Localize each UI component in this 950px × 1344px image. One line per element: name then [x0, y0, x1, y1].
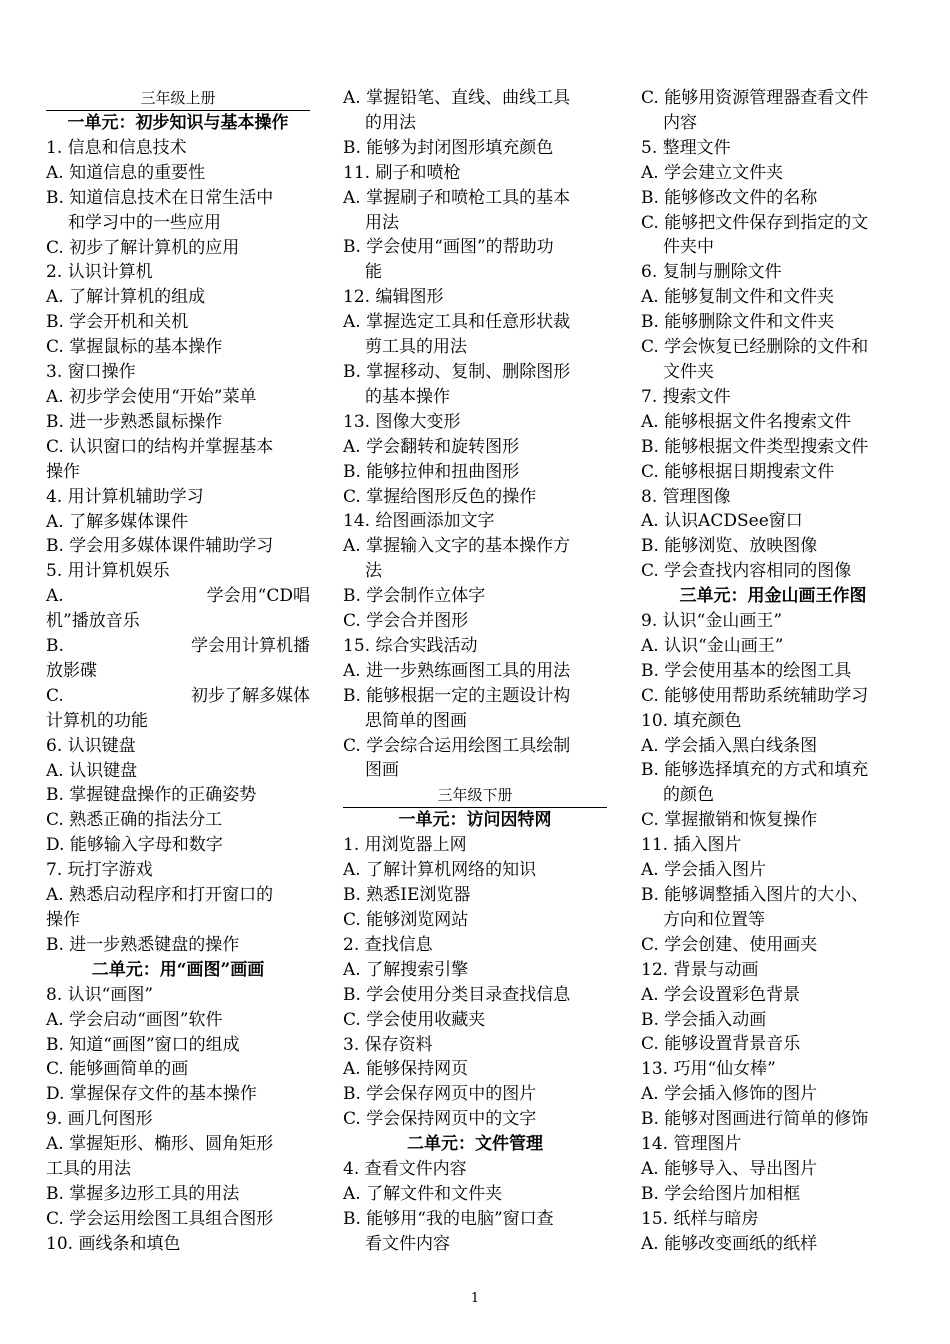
outline-line [46, 684, 310, 709]
outline-line: A. 能够保持网页 [343, 1059, 469, 1080]
outline-line: A. 初步学会使用“开始”菜单 [46, 386, 257, 407]
outline-line: B. 学会给图片加相框 [641, 1183, 801, 1204]
outline-line: 2. 认识计算机 [46, 262, 153, 283]
outline-line: 放影碟 [46, 660, 97, 681]
unit-heading: 一单元：访问因特网 [398, 810, 552, 831]
outline-line: B. 能够选择填充的方式和填充 [641, 760, 869, 781]
outline-line: A. 了解搜索引擎 [343, 959, 469, 980]
unit-heading: 二单元：文件管理 [407, 1134, 543, 1155]
outline-line: 7. 搜索文件 [641, 386, 731, 407]
outline-line: B. 学会用多媒体课件辅助学习 [46, 536, 274, 557]
outline-line: C. 能够用资源管理器查看文件 [641, 88, 869, 108]
outline-line: 14. 给图画添加文字 [343, 511, 495, 532]
outline-line: B. 能够浏览、放映图像 [641, 536, 818, 557]
outline-line: 12. 背景与动画 [641, 959, 759, 980]
outline-line: 工具的用法 [46, 1159, 131, 1180]
outline-line: 用法 [365, 212, 399, 233]
outline-line: 13. 图像大变形 [343, 411, 461, 432]
outline-line: C. 掌握给图形反色的操作 [343, 486, 537, 507]
outline-line: B. 学会制作立体字 [343, 586, 486, 607]
outline-line: C. 学会合并图形 [343, 611, 469, 632]
outline-line: B. 熟悉IE浏览器 [343, 885, 471, 906]
outline-line: 9. 画几何图形 [46, 1109, 153, 1130]
outline-line: A. 知道信息的重要性 [46, 162, 206, 183]
outline-line: A. 学会建立文件夹 [641, 162, 784, 183]
outline-line: 11. 刷子和喷枪 [343, 162, 461, 183]
outline-line: A. 学会翻转和旋转图形 [343, 436, 520, 457]
outline-line: C. 掌握撤销和恢复操作 [641, 810, 818, 831]
item-text: 学会用计算机播 [191, 636, 310, 657]
outline-line: 图画 [365, 760, 399, 781]
outline-line: B. 能够根据一定的主题设计构 [343, 685, 571, 706]
item-letter: B. [46, 636, 64, 657]
outline-line: 7. 玩打字游戏 [46, 860, 153, 881]
outline-line: 8. 认识“画图” [46, 984, 154, 1005]
outline-line: A. 了解文件和文件夹 [343, 1183, 503, 1204]
outline-line: B. 学会使用“画图”的帮助功 [343, 237, 554, 258]
outline-line: 10. 画线条和填色 [46, 1233, 181, 1254]
outline-line: B. 学会插入动画 [641, 1009, 767, 1030]
item-text: 学会用“CD唱 [206, 586, 310, 607]
outline-line: 的用法 [365, 112, 416, 133]
outline-line: 1. 信息和信息技术 [46, 137, 187, 158]
outline-line: 内容 [663, 112, 697, 133]
outline-line: A. 掌握刷子和喷枪工具的基本 [343, 187, 571, 208]
outline-line: A. 学会插入修饰的图片 [641, 1084, 818, 1105]
outline-line: 方向和位置等 [663, 909, 765, 930]
outline-line: 的颜色 [663, 785, 714, 806]
outline-line: A. 能够导入、导出图片 [641, 1158, 818, 1179]
outline-line: B. 学会使用分类目录查找信息 [343, 984, 571, 1005]
outline-line: B. 能够对图画进行简单的修饰 [641, 1109, 869, 1130]
page-number: 1 [470, 1291, 480, 1306]
outline-line: 件夹中 [663, 237, 714, 258]
outline-line: D. 掌握保存文件的基本操作 [46, 1084, 257, 1105]
outline-line: 12. 编辑图形 [343, 287, 444, 308]
unit-heading: 一单元：初步知识与基本操作 [67, 113, 289, 133]
outline-line: 和学习中的一些应用 [68, 212, 221, 233]
outline-line: 4. 用计算机辅助学习 [46, 486, 204, 507]
outline-line: A. 掌握矩形、椭形、圆角矩形 [46, 1134, 274, 1155]
outline-line: B. 进一步熟悉键盘的操作 [46, 934, 240, 955]
outline-line: 操作 [46, 910, 80, 930]
outline-line: A. 掌握输入文字的基本操作方 [343, 536, 571, 557]
grade-heading: 三年级上册 [46, 86, 310, 111]
outline-line: C. 熟悉正确的指法分工 [46, 810, 223, 831]
outline-line: B. 学会开机和关机 [46, 312, 189, 333]
outline-line: 机”播放音乐 [46, 611, 140, 632]
outline-line: C. 能够把文件保存到指定的文 [641, 212, 869, 233]
outline-line: 13. 巧用“仙女棒” [641, 1059, 776, 1080]
outline-line: 5. 用计算机娱乐 [46, 561, 170, 582]
outline-line: C. 能够浏览网站 [343, 910, 469, 930]
outline-line: 3. 窗口操作 [46, 362, 136, 383]
outline-line: C. 掌握鼠标的基本操作 [46, 337, 223, 358]
outline-line: 3. 保存资料 [343, 1034, 433, 1055]
outline-line: A. 认识“金山画王” [641, 635, 784, 656]
outline-line: 4. 查看文件内容 [343, 1159, 467, 1180]
outline-line: A. 能够改变画纸的纸样 [641, 1233, 818, 1254]
outline-line: 14. 管理图片 [641, 1134, 742, 1155]
outline-line: B. 能够拉伸和扭曲图形 [343, 461, 520, 482]
outline-line: B. 能够根据文件类型搜索文件 [641, 436, 869, 457]
outline-line: B. 能够用“我的电脑”窗口查 [343, 1208, 554, 1229]
outline-line: B. 学会保存网页中的图片 [343, 1084, 537, 1105]
column-2 [343, 86, 607, 1257]
item-letter: A. [46, 586, 64, 607]
outline-line: C. 初步了解计算机的应用 [46, 237, 240, 258]
outline-line: B. 能够修改文件的名称 [641, 187, 818, 208]
outline-line: 8. 管理图像 [641, 486, 731, 507]
outline-line: C. 学会综合运用绘图工具绘制 [343, 735, 571, 756]
outline-line: A. 学会启动“画图”软件 [46, 1009, 223, 1030]
outline-line: 11. 插入图片 [641, 835, 742, 856]
outline-line: B. 掌握键盘操作的正确姿势 [46, 785, 257, 806]
outline-line: 6. 认识键盘 [46, 735, 136, 756]
outline-line: 计算机的功能 [46, 710, 148, 731]
outline-line: C. 认识窗口的结构并掌握基本 [46, 436, 274, 457]
outline-line: A. 学会插入黑白线条图 [641, 735, 818, 756]
outline-line: 剪工具的用法 [365, 337, 467, 358]
outline-line: C. 学会创建、使用画夹 [641, 934, 818, 955]
unit-heading: 三单元：用金山画王作图 [679, 586, 867, 607]
outline-line: C. 学会使用收藏夹 [343, 1009, 486, 1030]
outline-line: C. 学会保持网页中的文字 [343, 1109, 537, 1130]
outline-line: B. 进一步熟悉鼠标操作 [46, 411, 223, 432]
outline-line: C. 能够根据日期搜索文件 [641, 461, 835, 482]
outline-line: 操作 [46, 461, 80, 482]
outline-line: C. 学会运用绘图工具组合图形 [46, 1208, 274, 1229]
outline-line: C. 能够画简单的画 [46, 1059, 189, 1080]
outline-line: 能 [365, 262, 382, 283]
outline-line: 1. 用浏览器上网 [343, 835, 467, 856]
outline-line: A. 了解计算机的组成 [46, 287, 206, 308]
item-text: 初步了解多媒体 [191, 685, 310, 706]
outline-line: B. 能够删除文件和文件夹 [641, 312, 835, 333]
outline-line: A. 进一步熟练画图工具的用法 [343, 660, 571, 681]
outline-line: B. 能够调整插入图片的大小、 [641, 885, 869, 905]
column-1 [46, 86, 310, 1257]
outline-line [46, 634, 310, 659]
outline-line: A. 学会设置彩色背景 [641, 984, 801, 1005]
outline-line: B. 知道“画图”窗口的组成 [46, 1034, 240, 1055]
outline-line: A. 认识键盘 [46, 760, 138, 781]
outline-line: 5. 整理文件 [641, 137, 731, 158]
outline-line: C. 能够设置背景音乐 [641, 1034, 801, 1055]
outline-line: 15. 纸样与暗房 [641, 1208, 759, 1229]
outline-line: D. 能够输入字母和数字 [46, 835, 223, 856]
item-letter: C. [46, 685, 64, 706]
outline-line: A. 学会插入图片 [641, 860, 767, 881]
unit-heading: 二单元：用“画图”画画 [91, 959, 265, 980]
outline-line: C. 学会查找内容相同的图像 [641, 561, 852, 582]
outline-line: B. 掌握多边形工具的用法 [46, 1183, 240, 1204]
outline-line: 2. 查找信息 [343, 934, 433, 955]
outline-line: A. 掌握选定工具和任意形状裁 [343, 312, 571, 333]
outline-line: 15. 综合实践活动 [343, 635, 478, 656]
outline-line: C. 学会恢复已经删除的文件和 [641, 337, 869, 358]
outline-line: C. 能够使用帮助系统辅助学习 [641, 685, 869, 706]
outline-line: A. 掌握铅笔、直线、曲线工具 [343, 88, 571, 108]
outline-line: A. 熟悉启动程序和打开窗口的 [46, 885, 274, 906]
outline-line: 9. 认识“金山画王” [641, 611, 783, 632]
outline-line: 文件夹 [663, 361, 714, 382]
outline-line: A. 能够复制文件和文件夹 [641, 287, 835, 308]
outline-line: A. 认识ACDSee窗口 [641, 511, 803, 532]
outline-line: 10. 填充颜色 [641, 710, 742, 731]
outline-line: 法 [365, 561, 382, 582]
column-3 [641, 86, 905, 1257]
outline-line: A. 能够根据文件名搜索文件 [641, 411, 852, 432]
outline-line: 思简单的图画 [365, 710, 467, 731]
outline-line: B. 知道信息技术在日常生活中 [46, 187, 274, 208]
outline-line: B. 学会使用基本的绘图工具 [641, 660, 852, 681]
outline-line: 看文件内容 [365, 1233, 450, 1254]
outline-line: A. 了解多媒体课件 [46, 511, 189, 532]
outline-line: B. 能够为封闭图形填充颜色 [343, 137, 554, 158]
grade-heading: 三年级下册 [343, 783, 607, 808]
outline-line: 6. 复制与删除文件 [641, 262, 782, 283]
outline-line [46, 584, 310, 609]
outline-line: B. 掌握移动、复制、删除图形 [343, 361, 571, 382]
outline-line: A. 了解计算机网络的知识 [343, 860, 537, 881]
outline-line: 的基本操作 [365, 386, 450, 407]
